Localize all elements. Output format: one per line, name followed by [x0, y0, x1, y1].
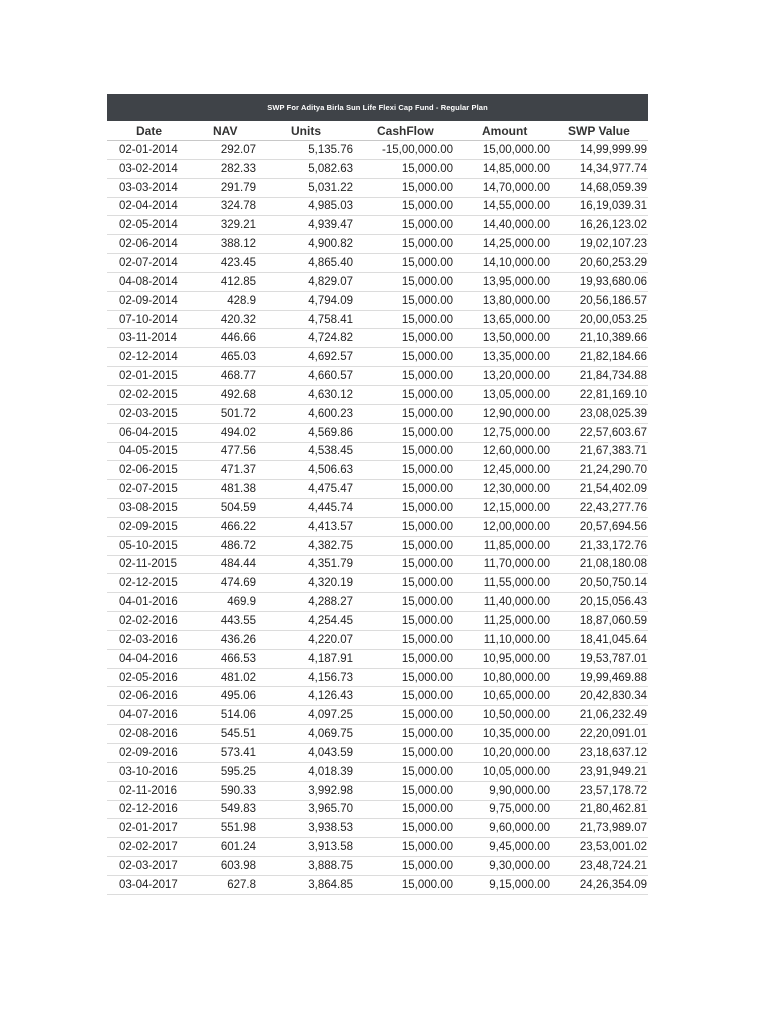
table-row — [107, 216, 648, 235]
date-cell: 02-05-2016 — [107, 668, 182, 687]
units-cell: 4,288.27 — [257, 593, 354, 612]
units-cell: 4,600.23 — [257, 404, 354, 423]
table-row — [107, 159, 648, 178]
table-row — [107, 630, 648, 649]
date-cell: 03-10-2016 — [107, 762, 182, 781]
table-body — [107, 141, 648, 895]
nav-cell: 603.98 — [182, 857, 257, 876]
date-cell: 03-04-2017 — [107, 875, 182, 894]
nav-cell: 492.68 — [182, 385, 257, 404]
table-row — [107, 574, 648, 593]
swp-value-cell: 21,67,383.71 — [551, 442, 648, 461]
date-cell: 02-12-2016 — [107, 800, 182, 819]
table-row — [107, 348, 648, 367]
nav-cell: 324.78 — [182, 197, 257, 216]
nav-cell: 590.33 — [182, 781, 257, 800]
amount-cell: 13,20,000.00 — [454, 367, 551, 386]
cashflow-cell: 15,000.00 — [354, 725, 454, 744]
cashflow-cell: 15,000.00 — [354, 480, 454, 499]
table-row — [107, 555, 648, 574]
units-cell: 4,351.79 — [257, 555, 354, 574]
amount-cell: 9,60,000.00 — [454, 819, 551, 838]
units-cell: 4,660.57 — [257, 367, 354, 386]
amount-cell: 14,25,000.00 — [454, 235, 551, 254]
cashflow-cell: 15,000.00 — [354, 272, 454, 291]
nav-cell: 443.55 — [182, 612, 257, 631]
amount-cell: 10,65,000.00 — [454, 687, 551, 706]
units-cell: 4,692.57 — [257, 348, 354, 367]
cashflow-cell: 15,000.00 — [354, 291, 454, 310]
swp-value-cell: 18,41,045.64 — [551, 630, 648, 649]
date-cell: 02-09-2014 — [107, 291, 182, 310]
swp-value-cell: 23,48,724.21 — [551, 857, 648, 876]
cashflow-cell: 15,000.00 — [354, 216, 454, 235]
table-row — [107, 499, 648, 518]
date-cell: 04-05-2015 — [107, 442, 182, 461]
table-row — [107, 442, 648, 461]
date-cell: 07-10-2014 — [107, 310, 182, 329]
swp-value-cell: 21,73,989.07 — [551, 819, 648, 838]
cashflow-cell: 15,000.00 — [354, 310, 454, 329]
units-cell: 4,320.19 — [257, 574, 354, 593]
swp-value-cell: 21,10,389.66 — [551, 329, 648, 348]
units-cell: 5,135.76 — [257, 141, 354, 160]
cashflow-cell: 15,000.00 — [354, 706, 454, 725]
date-cell: 02-04-2014 — [107, 197, 182, 216]
nav-cell: 481.02 — [182, 668, 257, 687]
date-cell: 05-10-2015 — [107, 536, 182, 555]
nav-cell: 291.79 — [182, 178, 257, 197]
table-row — [107, 593, 648, 612]
amount-cell: 11,10,000.00 — [454, 630, 551, 649]
cashflow-cell: 15,000.00 — [354, 800, 454, 819]
swp-value-cell: 21,82,184.66 — [551, 348, 648, 367]
amount-cell: 12,00,000.00 — [454, 517, 551, 536]
amount-cell: 14,40,000.00 — [454, 216, 551, 235]
nav-cell: 494.02 — [182, 423, 257, 442]
units-cell: 4,829.07 — [257, 272, 354, 291]
swp-value-cell: 20,56,186.57 — [551, 291, 648, 310]
date-cell: 03-11-2014 — [107, 329, 182, 348]
date-cell: 04-01-2016 — [107, 593, 182, 612]
amount-cell: 10,50,000.00 — [454, 706, 551, 725]
column-header-date: Date — [107, 121, 182, 141]
table-row — [107, 385, 648, 404]
cashflow-cell: 15,000.00 — [354, 762, 454, 781]
units-cell: 4,187.91 — [257, 649, 354, 668]
nav-cell: 501.72 — [182, 404, 257, 423]
cashflow-cell: 15,000.00 — [354, 574, 454, 593]
units-cell: 4,506.63 — [257, 461, 354, 480]
cashflow-cell: 15,000.00 — [354, 499, 454, 518]
amount-cell: 9,30,000.00 — [454, 857, 551, 876]
table-row — [107, 197, 648, 216]
swp-table-container — [107, 94, 648, 895]
units-cell: 4,475.47 — [257, 480, 354, 499]
nav-cell: 292.07 — [182, 141, 257, 160]
amount-cell: 12,60,000.00 — [454, 442, 551, 461]
nav-cell: 465.03 — [182, 348, 257, 367]
column-header-nav: NAV — [182, 121, 257, 141]
nav-cell: 595.25 — [182, 762, 257, 781]
nav-cell: 486.72 — [182, 536, 257, 555]
table-row — [107, 517, 648, 536]
date-cell: 02-07-2015 — [107, 480, 182, 499]
amount-cell: 10,80,000.00 — [454, 668, 551, 687]
nav-cell: 420.32 — [182, 310, 257, 329]
amount-cell: 14,10,000.00 — [454, 254, 551, 273]
units-cell: 3,965.70 — [257, 800, 354, 819]
amount-cell: 9,15,000.00 — [454, 875, 551, 894]
cashflow-cell: 15,000.00 — [354, 404, 454, 423]
table-row — [107, 725, 648, 744]
amount-cell: 12,15,000.00 — [454, 499, 551, 518]
cashflow-cell: 15,000.00 — [354, 687, 454, 706]
nav-cell: 423.45 — [182, 254, 257, 273]
nav-cell: 627.8 — [182, 875, 257, 894]
nav-cell: 468.77 — [182, 367, 257, 386]
table-row — [107, 762, 648, 781]
swp-value-cell: 19,53,787.01 — [551, 649, 648, 668]
swp-value-cell: 23,57,178.72 — [551, 781, 648, 800]
amount-cell: 11,55,000.00 — [454, 574, 551, 593]
swp-value-cell: 23,18,637.12 — [551, 744, 648, 763]
date-cell: 02-06-2015 — [107, 461, 182, 480]
date-cell: 02-07-2014 — [107, 254, 182, 273]
units-cell: 4,538.45 — [257, 442, 354, 461]
table-row — [107, 838, 648, 857]
cashflow-cell: 15,000.00 — [354, 159, 454, 178]
date-cell: 03-02-2014 — [107, 159, 182, 178]
units-cell: 4,985.03 — [257, 197, 354, 216]
swp-table — [107, 121, 648, 895]
units-cell: 4,069.75 — [257, 725, 354, 744]
table-row — [107, 404, 648, 423]
date-cell: 02-03-2017 — [107, 857, 182, 876]
amount-cell: 13,95,000.00 — [454, 272, 551, 291]
swp-value-cell: 23,08,025.39 — [551, 404, 648, 423]
table-row — [107, 461, 648, 480]
amount-cell: 10,95,000.00 — [454, 649, 551, 668]
swp-value-cell: 20,15,056.43 — [551, 593, 648, 612]
amount-cell: 13,80,000.00 — [454, 291, 551, 310]
cashflow-cell: 15,000.00 — [354, 178, 454, 197]
units-cell: 3,864.85 — [257, 875, 354, 894]
date-cell: 02-11-2015 — [107, 555, 182, 574]
swp-value-cell: 20,60,253.29 — [551, 254, 648, 273]
units-cell: 5,082.63 — [257, 159, 354, 178]
table-row — [107, 668, 648, 687]
nav-cell: 477.56 — [182, 442, 257, 461]
cashflow-cell: 15,000.00 — [354, 348, 454, 367]
units-cell: 3,888.75 — [257, 857, 354, 876]
cashflow-cell: 15,000.00 — [354, 744, 454, 763]
column-header-cashflow: CashFlow — [354, 121, 454, 141]
nav-cell: 481.38 — [182, 480, 257, 499]
cashflow-cell: 15,000.00 — [354, 517, 454, 536]
date-cell: 02-09-2016 — [107, 744, 182, 763]
swp-value-cell: 23,53,001.02 — [551, 838, 648, 857]
swp-value-cell: 21,06,232.49 — [551, 706, 648, 725]
cashflow-cell: 15,000.00 — [354, 555, 454, 574]
date-cell: 02-12-2014 — [107, 348, 182, 367]
swp-value-cell: 21,24,290.70 — [551, 461, 648, 480]
cashflow-cell: 15,000.00 — [354, 254, 454, 273]
amount-cell: 12,30,000.00 — [454, 480, 551, 499]
date-cell: 02-06-2016 — [107, 687, 182, 706]
units-cell: 4,018.39 — [257, 762, 354, 781]
amount-cell: 12,45,000.00 — [454, 461, 551, 480]
date-cell: 02-01-2015 — [107, 367, 182, 386]
units-cell: 4,413.57 — [257, 517, 354, 536]
table-row — [107, 612, 648, 631]
nav-cell: 466.53 — [182, 649, 257, 668]
amount-cell: 15,00,000.00 — [454, 141, 551, 160]
date-cell: 02-01-2014 — [107, 141, 182, 160]
cashflow-cell: 15,000.00 — [354, 461, 454, 480]
units-cell: 4,939.47 — [257, 216, 354, 235]
cashflow-cell: 15,000.00 — [354, 197, 454, 216]
swp-value-cell: 21,33,172.76 — [551, 536, 648, 555]
date-cell: 02-05-2014 — [107, 216, 182, 235]
cashflow-cell: 15,000.00 — [354, 857, 454, 876]
table-row — [107, 310, 648, 329]
units-cell: 4,724.82 — [257, 329, 354, 348]
column-header-swp-value: SWP Value — [551, 121, 648, 141]
swp-value-cell: 22,81,169.10 — [551, 385, 648, 404]
date-cell: 06-04-2015 — [107, 423, 182, 442]
units-cell: 4,865.40 — [257, 254, 354, 273]
table-row — [107, 141, 648, 160]
amount-cell: 11,25,000.00 — [454, 612, 551, 631]
date-cell: 04-07-2016 — [107, 706, 182, 725]
swp-value-cell: 20,57,694.56 — [551, 517, 648, 536]
amount-cell: 14,55,000.00 — [454, 197, 551, 216]
amount-cell: 10,05,000.00 — [454, 762, 551, 781]
units-cell: 4,382.75 — [257, 536, 354, 555]
table-row — [107, 781, 648, 800]
table-row — [107, 291, 648, 310]
units-cell: 5,031.22 — [257, 178, 354, 197]
swp-value-cell: 24,26,354.09 — [551, 875, 648, 894]
amount-cell: 11,85,000.00 — [454, 536, 551, 555]
table-row — [107, 235, 648, 254]
table-row — [107, 649, 648, 668]
cashflow-cell: 15,000.00 — [354, 442, 454, 461]
date-cell: 02-03-2015 — [107, 404, 182, 423]
date-cell: 02-08-2016 — [107, 725, 182, 744]
column-header-amount: Amount — [454, 121, 551, 141]
units-cell: 4,445.74 — [257, 499, 354, 518]
amount-cell: 12,90,000.00 — [454, 404, 551, 423]
nav-cell: 474.69 — [182, 574, 257, 593]
table-row — [107, 480, 648, 499]
date-cell: 02-06-2014 — [107, 235, 182, 254]
date-cell: 02-03-2016 — [107, 630, 182, 649]
nav-cell: 495.06 — [182, 687, 257, 706]
units-cell: 4,630.12 — [257, 385, 354, 404]
date-cell: 03-03-2014 — [107, 178, 182, 197]
date-cell: 04-08-2014 — [107, 272, 182, 291]
amount-cell: 10,35,000.00 — [454, 725, 551, 744]
cashflow-cell: 15,000.00 — [354, 385, 454, 404]
swp-value-cell: 19,99,469.88 — [551, 668, 648, 687]
amount-cell: 11,70,000.00 — [454, 555, 551, 574]
amount-cell: 13,35,000.00 — [454, 348, 551, 367]
units-cell: 4,043.59 — [257, 744, 354, 763]
cashflow-cell: 15,000.00 — [354, 536, 454, 555]
nav-cell: 504.59 — [182, 499, 257, 518]
cashflow-cell: 15,000.00 — [354, 329, 454, 348]
date-cell: 04-04-2016 — [107, 649, 182, 668]
cashflow-cell: 15,000.00 — [354, 423, 454, 442]
nav-cell: 601.24 — [182, 838, 257, 857]
table-row — [107, 178, 648, 197]
nav-cell: 484.44 — [182, 555, 257, 574]
units-cell: 4,254.45 — [257, 612, 354, 631]
cashflow-cell: 15,000.00 — [354, 875, 454, 894]
units-cell: 3,938.53 — [257, 819, 354, 838]
table-row — [107, 536, 648, 555]
swp-value-cell: 14,34,977.74 — [551, 159, 648, 178]
units-cell: 4,900.82 — [257, 235, 354, 254]
table-row — [107, 367, 648, 386]
table-row — [107, 819, 648, 838]
cashflow-cell: 15,000.00 — [354, 630, 454, 649]
nav-cell: 388.12 — [182, 235, 257, 254]
amount-cell: 13,50,000.00 — [454, 329, 551, 348]
amount-cell: 9,75,000.00 — [454, 800, 551, 819]
table-row — [107, 687, 648, 706]
cashflow-cell: 15,000.00 — [354, 235, 454, 254]
date-cell: 02-09-2015 — [107, 517, 182, 536]
cashflow-cell: 15,000.00 — [354, 593, 454, 612]
cashflow-cell: 15,000.00 — [354, 612, 454, 631]
swp-value-cell: 19,93,680.06 — [551, 272, 648, 291]
nav-cell: 545.51 — [182, 725, 257, 744]
swp-value-cell: 20,42,830.34 — [551, 687, 648, 706]
swp-value-cell: 18,87,060.59 — [551, 612, 648, 631]
swp-value-cell: 14,68,059.39 — [551, 178, 648, 197]
nav-cell: 282.33 — [182, 159, 257, 178]
swp-value-cell: 16,19,039.31 — [551, 197, 648, 216]
date-cell: 02-02-2017 — [107, 838, 182, 857]
table-row — [107, 800, 648, 819]
swp-value-cell: 23,91,949.21 — [551, 762, 648, 781]
swp-value-cell: 19,02,107.23 — [551, 235, 648, 254]
amount-cell: 10,20,000.00 — [454, 744, 551, 763]
date-cell: 03-08-2015 — [107, 499, 182, 518]
swp-value-cell: 22,43,277.76 — [551, 499, 648, 518]
swp-value-cell: 21,08,180.08 — [551, 555, 648, 574]
header-row — [107, 121, 648, 141]
nav-cell: 466.22 — [182, 517, 257, 536]
nav-cell: 428.9 — [182, 291, 257, 310]
table-row — [107, 706, 648, 725]
swp-value-cell: 22,57,603.67 — [551, 423, 648, 442]
units-cell: 4,156.73 — [257, 668, 354, 687]
nav-cell: 436.26 — [182, 630, 257, 649]
cashflow-cell: 15,000.00 — [354, 838, 454, 857]
amount-cell: 14,85,000.00 — [454, 159, 551, 178]
swp-value-cell: 21,54,402.09 — [551, 480, 648, 499]
table-row — [107, 423, 648, 442]
date-cell: 02-12-2015 — [107, 574, 182, 593]
table-row — [107, 857, 648, 876]
nav-cell: 573.41 — [182, 744, 257, 763]
cashflow-cell: 15,000.00 — [354, 781, 454, 800]
table-title: SWP For Aditya Birla Sun Life Flexi Cap Fund - Regular Plan — [107, 94, 648, 121]
date-cell: 02-11-2016 — [107, 781, 182, 800]
nav-cell: 329.21 — [182, 216, 257, 235]
table-header — [107, 121, 648, 141]
swp-value-cell: 20,00,053.25 — [551, 310, 648, 329]
date-cell: 02-01-2017 — [107, 819, 182, 838]
table-row — [107, 329, 648, 348]
units-cell: 4,220.07 — [257, 630, 354, 649]
nav-cell: 469.9 — [182, 593, 257, 612]
cashflow-cell: -15,00,000.00 — [354, 141, 454, 160]
swp-value-cell: 20,50,750.14 — [551, 574, 648, 593]
units-cell: 4,794.09 — [257, 291, 354, 310]
amount-cell: 11,40,000.00 — [454, 593, 551, 612]
date-cell: 02-02-2016 — [107, 612, 182, 631]
nav-cell: 514.06 — [182, 706, 257, 725]
amount-cell: 9,45,000.00 — [454, 838, 551, 857]
amount-cell: 13,65,000.00 — [454, 310, 551, 329]
nav-cell: 446.66 — [182, 329, 257, 348]
swp-value-cell: 14,99,999.99 — [551, 141, 648, 160]
nav-cell: 551.98 — [182, 819, 257, 838]
units-cell: 4,097.25 — [257, 706, 354, 725]
table-row — [107, 272, 648, 291]
table-row — [107, 254, 648, 273]
amount-cell: 14,70,000.00 — [454, 178, 551, 197]
date-cell: 02-02-2015 — [107, 385, 182, 404]
cashflow-cell: 15,000.00 — [354, 367, 454, 386]
swp-value-cell: 21,84,734.88 — [551, 367, 648, 386]
table-row — [107, 875, 648, 894]
units-cell: 4,569.86 — [257, 423, 354, 442]
nav-cell: 549.83 — [182, 800, 257, 819]
swp-value-cell: 22,20,091.01 — [551, 725, 648, 744]
cashflow-cell: 15,000.00 — [354, 668, 454, 687]
nav-cell: 412.85 — [182, 272, 257, 291]
table-row — [107, 744, 648, 763]
amount-cell: 13,05,000.00 — [454, 385, 551, 404]
swp-value-cell: 16,26,123.02 — [551, 216, 648, 235]
units-cell: 4,758.41 — [257, 310, 354, 329]
units-cell: 3,992.98 — [257, 781, 354, 800]
swp-value-cell: 21,80,462.81 — [551, 800, 648, 819]
column-header-units: Units — [257, 121, 354, 141]
amount-cell: 9,90,000.00 — [454, 781, 551, 800]
nav-cell: 471.37 — [182, 461, 257, 480]
cashflow-cell: 15,000.00 — [354, 649, 454, 668]
units-cell: 3,913.58 — [257, 838, 354, 857]
amount-cell: 12,75,000.00 — [454, 423, 551, 442]
units-cell: 4,126.43 — [257, 687, 354, 706]
cashflow-cell: 15,000.00 — [354, 819, 454, 838]
